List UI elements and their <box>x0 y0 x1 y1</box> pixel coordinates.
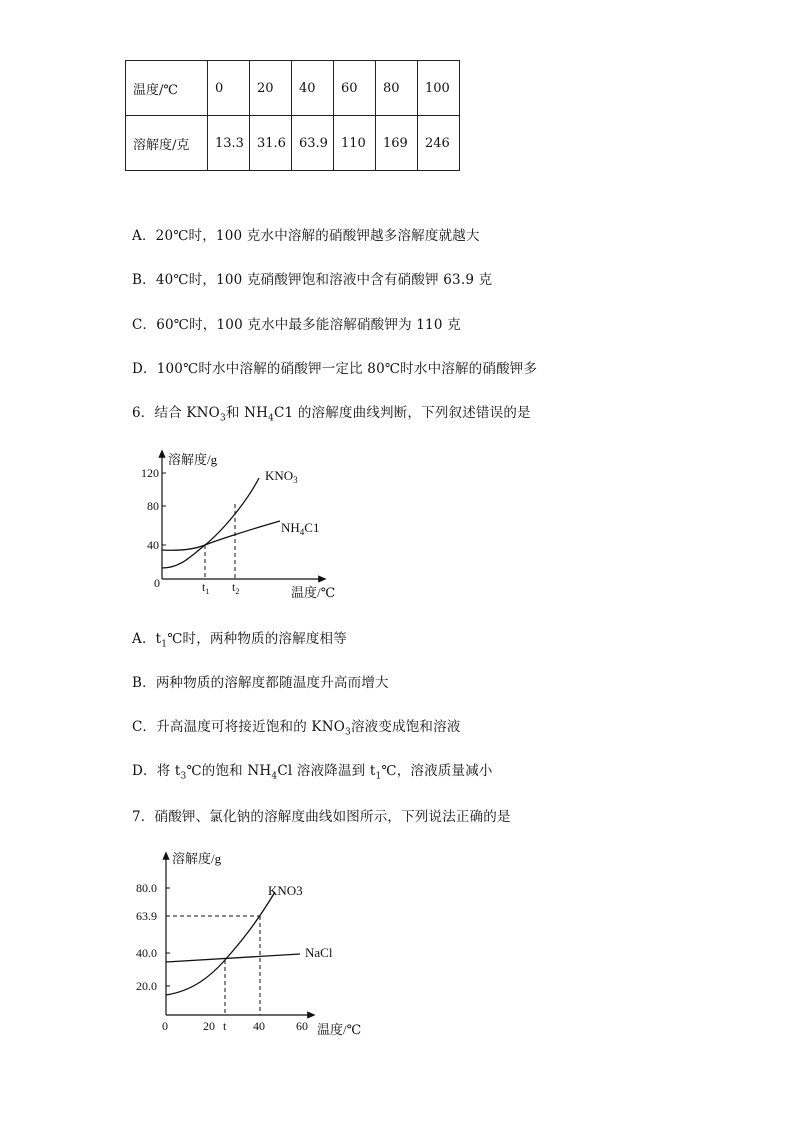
q5-option-c: C．60℃时，100 克水中最多能溶解硝酸钾为 110 克 <box>132 317 461 333</box>
y-tick-label: 40.0 <box>136 946 157 960</box>
table-cell: 20 <box>250 61 292 116</box>
q6-option-a: A．$t_1℃$时，两种物质的溶解度相等 <box>132 631 347 650</box>
origin-label: 0 <box>154 576 160 590</box>
y-axis-label: 溶解度/g <box>172 851 222 866</box>
y-tick-label: 40 <box>147 538 159 552</box>
x-tick-label: 40 <box>253 1019 265 1033</box>
x-axis-label: 温度/℃ <box>317 1022 362 1037</box>
table-cell: 63.9 <box>292 116 334 171</box>
t2-label: $t_2$ <box>232 580 240 596</box>
x-tick-label: t <box>223 1019 227 1033</box>
q5-option-b: B．40℃时，100 克硝酸钾饱和溶液中含有硝酸钾 63.9 克 <box>132 272 493 288</box>
q6-option-c: C．升高温度可将接近饱和的 $KNO_3$溶液变成饱和溶液 <box>132 719 461 738</box>
q5-option-a: A．20℃时，100 克水中溶解的硝酸钾越多溶解度就越大 <box>132 228 480 244</box>
y-tick-label: 63.9 <box>136 909 157 923</box>
table-row <box>126 116 460 171</box>
q6-option-b: B．两种物质的溶解度都随温度升高而增大 <box>132 675 389 691</box>
kno3-label: KNO3 <box>268 883 303 898</box>
q7-solubility-graph <box>130 845 375 1040</box>
y-tick-label: 80 <box>147 499 159 513</box>
table-cell: 40 <box>292 61 334 116</box>
x-tick-label: 60 <box>296 1019 308 1033</box>
table-header-temperature: 温度/℃ <box>126 61 208 116</box>
q7-stem: 7．硝酸钾、氯化钠的溶解度曲线如图所示，下列说法正确的是 <box>132 809 511 825</box>
table-cell: 100 <box>418 61 460 116</box>
kno3-curve <box>162 478 259 568</box>
table-cell: 80 <box>376 61 418 116</box>
kno3-label: $KNO_3$ <box>265 468 298 485</box>
kno3-curve <box>166 892 275 995</box>
y-tick-label: 80.0 <box>136 881 157 895</box>
table-header-solubility: 溶解度/克 <box>126 116 208 171</box>
x-axis-label: 温度/℃ <box>291 585 336 600</box>
x-tick-label: 20 <box>203 1019 215 1033</box>
table-cell: 246 <box>418 116 460 171</box>
nacl-curve <box>166 954 300 962</box>
table-row <box>126 61 460 116</box>
table-cell: 0 <box>208 61 250 116</box>
t1-label: $t_1$ <box>202 580 210 596</box>
x-tick-label: 0 <box>162 1019 168 1033</box>
table-cell: 169 <box>376 116 418 171</box>
q6-option-d: D．将 $t_3℃$的饱和 $NH_4Cl$ 溶液降温到 $t_1℃$，溶液质量减小 <box>132 763 493 782</box>
table-cell: 13.3 <box>208 116 250 171</box>
q6-stem: 6．结合 $KNO_3$和 $NH_4C1$ 的溶解度曲线判断，下列叙述错误的是 <box>132 405 531 424</box>
y-axis-label: 溶解度/g <box>168 452 218 467</box>
table-cell: 110 <box>334 116 376 171</box>
q5-option-d: D．100℃时水中溶解的硝酸钾一定比 80℃时水中溶解的硝酸钾多 <box>132 361 538 377</box>
solubility-table <box>125 60 460 171</box>
y-tick-label: 20.0 <box>136 979 157 993</box>
y-tick-label: 120 <box>141 466 159 480</box>
nh4cl-label: $NH_4C1$ <box>281 520 320 537</box>
nh4cl-curve <box>162 521 280 550</box>
q6-solubility-graph <box>135 445 350 605</box>
table-cell: 60 <box>334 61 376 116</box>
table-cell: 31.6 <box>250 116 292 171</box>
nacl-label: NaCl <box>305 945 333 960</box>
